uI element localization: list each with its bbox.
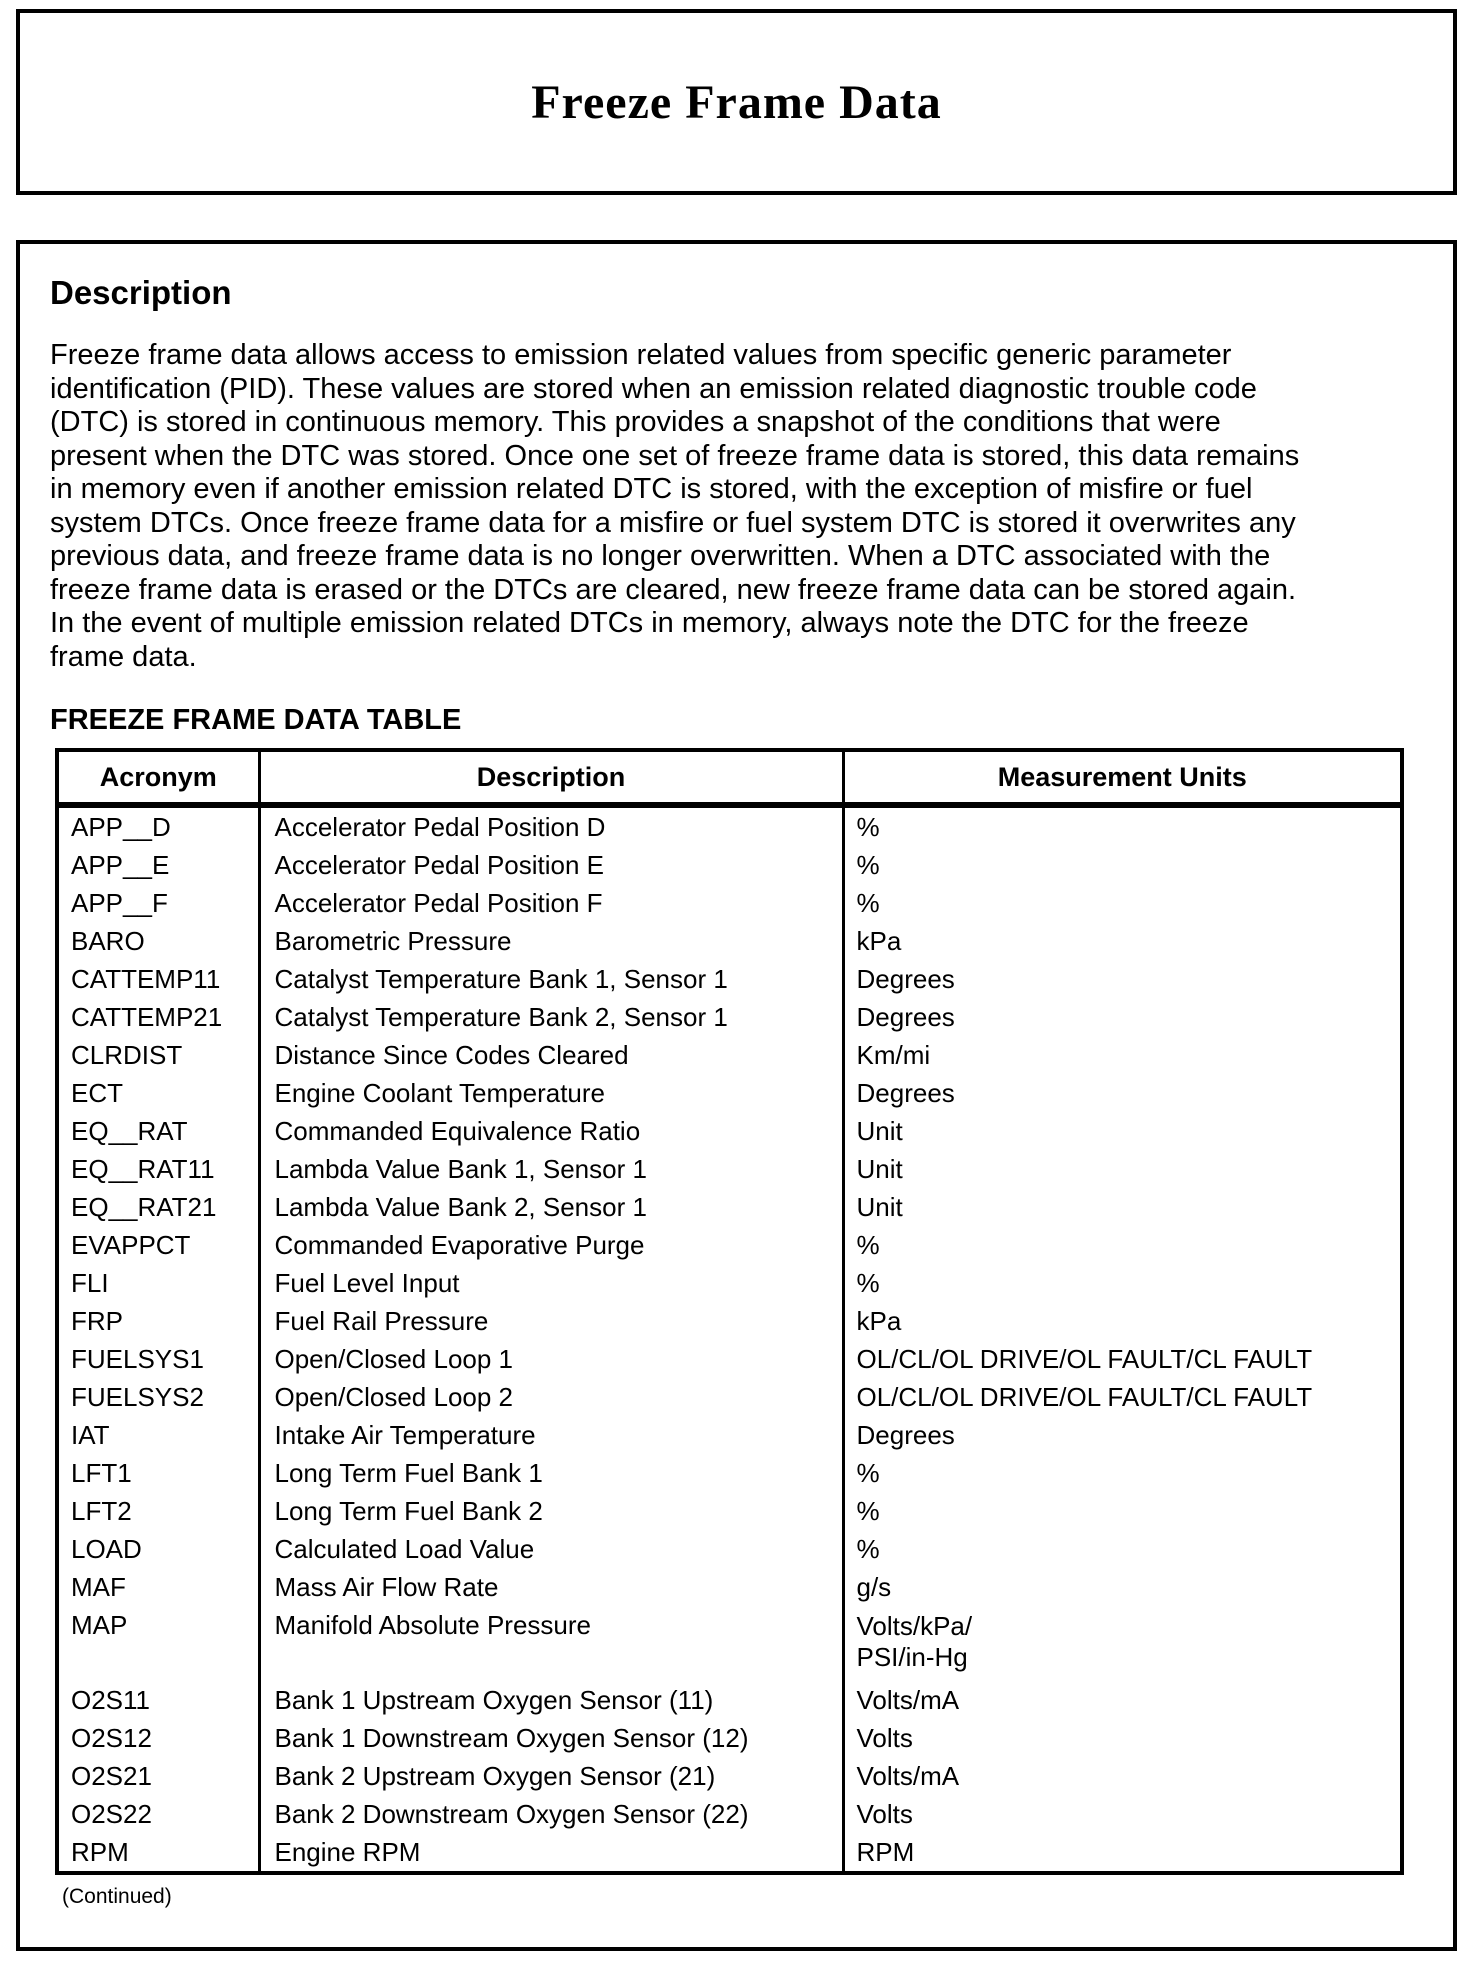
acronym-cell: O2S12 (57, 1719, 259, 1757)
description-cell: Distance Since Codes Cleared (259, 1036, 843, 1074)
acronym-cell: LFT2 (57, 1492, 259, 1530)
acronym-cell: FRP (57, 1302, 259, 1340)
units-cell (843, 846, 1402, 884)
units-line: Degrees (856, 964, 955, 994)
units-line: kPa (856, 926, 902, 956)
acronym-cell: CATTEMP11 (57, 960, 259, 998)
description-cell: Long Term Fuel Bank 2 (259, 1492, 843, 1530)
description-cell: Bank 1 Upstream Oxygen Sensor (11) (259, 1681, 843, 1719)
acronym-cell: O2S11 (57, 1681, 259, 1719)
description-cell: Commanded Equivalence Ratio (259, 1112, 843, 1150)
column-header-description: Description (259, 750, 843, 805)
units-line: OL/CL/OL DRIVE/OL FAULT/CL FAULT (856, 1382, 1313, 1412)
units-cell (843, 1226, 1402, 1264)
description-cell: Intake Air Temperature (259, 1416, 843, 1454)
description-cell: Mass Air Flow Rate (259, 1568, 843, 1606)
table-row (57, 1606, 1402, 1681)
units-line: % (856, 1268, 880, 1298)
units-cell (843, 922, 1402, 960)
units-line: Unit (856, 1116, 903, 1146)
acronym-cell: MAP (57, 1606, 259, 1681)
description-cell: Fuel Rail Pressure (259, 1302, 843, 1340)
description-cell: Manifold Absolute Pressure (259, 1606, 843, 1681)
units-line: Volts (856, 1723, 913, 1753)
units-line: kPa (856, 1306, 902, 1336)
table-row (57, 805, 1402, 846)
acronym-cell: LFT1 (57, 1454, 259, 1492)
acronym-cell: FUELSYS2 (57, 1378, 259, 1416)
table-row (57, 1681, 1402, 1719)
units-line: Km/mi (856, 1040, 931, 1070)
units-cell (843, 1530, 1402, 1568)
table-row (57, 922, 1402, 960)
section-heading: Description (50, 274, 232, 311)
table-row (57, 1492, 1402, 1530)
units-cell (843, 1795, 1402, 1833)
description-cell: Calculated Load Value (259, 1530, 843, 1568)
units-cell (843, 1188, 1402, 1226)
units-cell (843, 1833, 1402, 1873)
content-box (16, 240, 1457, 1951)
units-cell (843, 1719, 1402, 1757)
table-row (57, 1416, 1402, 1454)
units-cell (843, 1302, 1402, 1340)
table-row (57, 1719, 1402, 1757)
table-body (57, 805, 1402, 1873)
table-row (57, 884, 1402, 922)
acronym-cell: APP__D (57, 805, 259, 846)
description-cell: Lambda Value Bank 2, Sensor 1 (259, 1188, 843, 1226)
paragraph-line: previous data, and freeze frame data is no longer overwritten. When a DTC associated with the (50, 540, 1271, 572)
description-cell: Lambda Value Bank 1, Sensor 1 (259, 1150, 843, 1188)
table-row (57, 1757, 1402, 1795)
units-cell (843, 1492, 1402, 1530)
table-row (57, 1074, 1402, 1112)
description-cell: Bank 1 Downstream Oxygen Sensor (12) (259, 1719, 843, 1757)
units-line: % (856, 850, 880, 880)
table-row (57, 1150, 1402, 1188)
units-line: g/s (856, 1572, 892, 1602)
acronym-cell: FLI (57, 1264, 259, 1302)
units-line: Degrees (856, 1420, 955, 1450)
table-row (57, 1226, 1402, 1264)
acronym-cell: O2S21 (57, 1757, 259, 1795)
description-cell: Engine RPM (259, 1833, 843, 1873)
description-cell: Barometric Pressure (259, 922, 843, 960)
units-line: RPM (856, 1837, 915, 1867)
acronym-cell: BARO (57, 922, 259, 960)
paragraph-line: Freeze frame data allows access to emission related values from specific generic parameter (50, 339, 1232, 371)
units-line: % (856, 1496, 880, 1526)
acronym-cell: EQ__RAT21 (57, 1188, 259, 1226)
acronym-cell: EVAPPCT (57, 1226, 259, 1264)
table-row (57, 1112, 1402, 1150)
units-cell (843, 1112, 1402, 1150)
description-cell: Accelerator Pedal Position D (259, 805, 843, 846)
table-heading: FREEZE FRAME DATA TABLE (50, 704, 462, 736)
table-header (57, 750, 1402, 805)
acronym-cell: MAF (57, 1568, 259, 1606)
paragraph-line: frame data. (50, 640, 197, 673)
units-line: % (856, 1230, 880, 1260)
description-paragraph (50, 339, 1450, 674)
table-row (57, 1454, 1402, 1492)
acronym-cell: ECT (57, 1074, 259, 1112)
table-row (57, 1378, 1402, 1416)
table-row (57, 1340, 1402, 1378)
paragraph-line: freeze frame data is erased or the DTCs are cleared, new freeze frame data can be stored again. (50, 573, 1297, 606)
units-line: Unit (856, 1192, 903, 1222)
units-cell (843, 1036, 1402, 1074)
units-cell (843, 884, 1402, 922)
freeze-frame-data-table (55, 748, 1404, 1875)
units-line: OL/CL/OL DRIVE/OL FAULT/CL FAULT (856, 1344, 1313, 1374)
column-header-acronym: Acronym (57, 750, 259, 805)
table-row (57, 1833, 1402, 1873)
paragraph-line: system DTCs. Once freeze frame data for a misfire or fuel system DTC is stored it overwrites any (50, 506, 1296, 539)
units-cell (843, 1568, 1402, 1606)
description-cell: Catalyst Temperature Bank 2, Sensor 1 (259, 998, 843, 1036)
table-row (57, 998, 1402, 1036)
units-line: Unit (856, 1154, 903, 1184)
units-cell (843, 1416, 1402, 1454)
units-cell (843, 1264, 1402, 1302)
units-line: Degrees (856, 1078, 955, 1108)
table-row (57, 1568, 1402, 1606)
table-row (57, 1264, 1402, 1302)
description-cell: Fuel Level Input (259, 1264, 843, 1302)
description-cell: Open/Closed Loop 2 (259, 1378, 843, 1416)
units-line: % (856, 812, 880, 842)
description-cell: Engine Coolant Temperature (259, 1074, 843, 1112)
acronym-cell: LOAD (57, 1530, 259, 1568)
units-cell (843, 1606, 1402, 1681)
description-cell: Long Term Fuel Bank 1 (259, 1454, 843, 1492)
units-line: Volts/mA (856, 1761, 960, 1791)
units-cell (843, 1454, 1402, 1492)
units-line: Degrees (856, 1002, 955, 1032)
table-row (57, 1036, 1402, 1074)
units-line: Volts (856, 1799, 913, 1829)
column-header-measurement-units: Measurement Units (843, 750, 1402, 805)
acronym-cell: CLRDIST (57, 1036, 259, 1074)
acronym-cell: FUELSYS1 (57, 1340, 259, 1378)
table-header-row (57, 750, 1402, 805)
acronym-cell: EQ__RAT (57, 1112, 259, 1150)
paragraph-line: In the event of multiple emission related DTCs in memory, always note the DTC for the freeze (50, 607, 1249, 639)
description-cell: Catalyst Temperature Bank 1, Sensor 1 (259, 960, 843, 998)
table-row (57, 1188, 1402, 1226)
units-cell (843, 805, 1402, 846)
paragraph-line: (DTC) is stored in continuous memory. This provides a snapshot of the conditions that were (50, 406, 1221, 438)
units-cell (843, 1074, 1402, 1112)
acronym-cell: CATTEMP21 (57, 998, 259, 1036)
units-line: Volts/mA (856, 1685, 960, 1715)
table-row (57, 846, 1402, 884)
units-cell (843, 1378, 1402, 1416)
units-line: % (856, 888, 880, 918)
table-row (57, 1302, 1402, 1340)
units-cell (843, 1150, 1402, 1188)
acronym-cell: IAT (57, 1416, 259, 1454)
continued-note: (Continued) (62, 1885, 172, 1908)
page-title: Freeze Frame Data (531, 75, 942, 129)
units-cell (843, 998, 1402, 1036)
description-cell: Accelerator Pedal Position F (259, 884, 843, 922)
units-line: Volts/kPa/ (856, 1611, 973, 1641)
acronym-cell: RPM (57, 1833, 259, 1873)
units-cell (843, 1340, 1402, 1378)
acronym-cell: O2S22 (57, 1795, 259, 1833)
units-line: % (856, 1534, 880, 1564)
paragraph-line: in memory even if another emission related DTC is stored, with the exception of misfire or fuel (50, 473, 1253, 505)
acronym-cell: APP__E (57, 846, 259, 884)
acronym-cell: APP__F (57, 884, 259, 922)
units-line: % (856, 1458, 880, 1488)
paragraph-line: present when the DTC was stored. Once one set of freeze frame data is stored, this data remains (50, 439, 1300, 472)
units-cell (843, 960, 1402, 998)
units-cell (843, 1757, 1402, 1795)
units-cell (843, 1681, 1402, 1719)
description-cell: Accelerator Pedal Position E (259, 846, 843, 884)
description-cell: Bank 2 Downstream Oxygen Sensor (22) (259, 1795, 843, 1833)
units-line: PSI/in-Hg (856, 1642, 968, 1672)
paragraph-line: identification (PID). These values are stored when an emission related diagnostic trouble code (50, 372, 1257, 405)
description-cell: Commanded Evaporative Purge (259, 1226, 843, 1264)
table-row (57, 1530, 1402, 1568)
acronym-cell: EQ__RAT11 (57, 1150, 259, 1188)
table-row (57, 960, 1402, 998)
description-cell: Bank 2 Upstream Oxygen Sensor (21) (259, 1757, 843, 1795)
table-row (57, 1795, 1402, 1833)
description-cell: Open/Closed Loop 1 (259, 1340, 843, 1378)
title-banner (16, 9, 1457, 195)
